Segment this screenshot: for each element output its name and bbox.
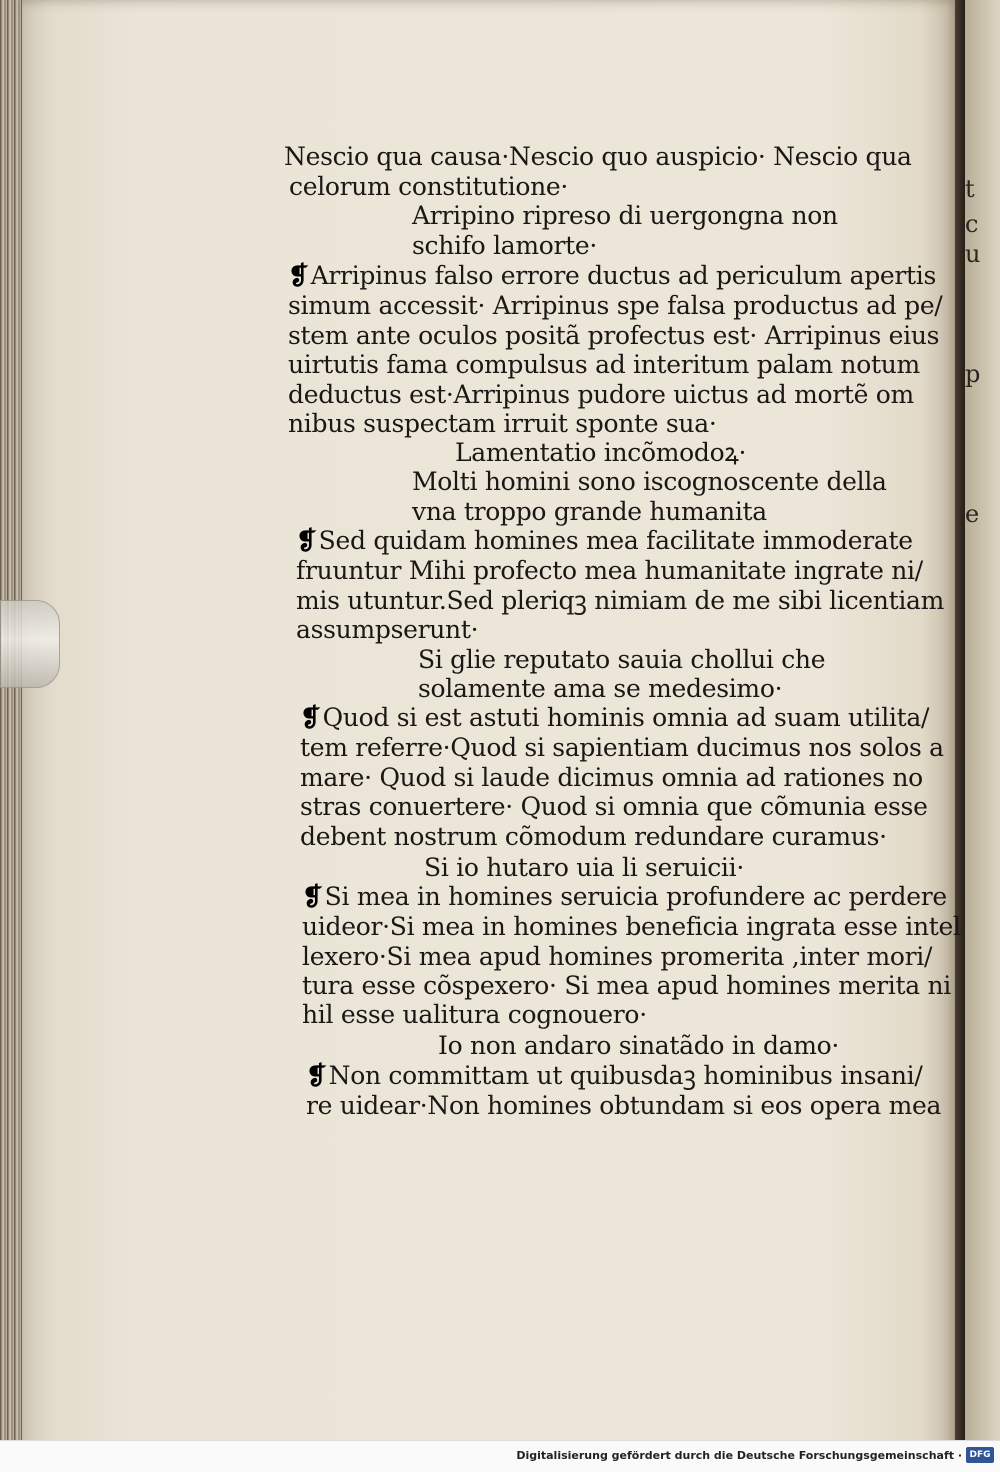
text-line: uirtutis fama compulsus ad interitum palam notum <box>288 350 920 379</box>
text-line: ❡Sed quidam homines mea facilitate immoderate <box>296 526 913 555</box>
text-line: Lamentatio incõmodoꝝ· <box>455 438 747 467</box>
next-page-fragment: u <box>965 240 983 268</box>
text-line: deductus est·Arripinus pudore uictus ad mortẽ om <box>288 380 914 409</box>
text-line: mis utuntur.Sed pleriqꝫ nimiam de me sibi licentiam <box>296 586 945 615</box>
footer-bar <box>0 1440 1000 1472</box>
pilcrow-icon: ❡ <box>296 526 317 555</box>
text-line: ❡Arripinus falso errore ductus ad periculum apertis <box>288 261 937 290</box>
pilcrow-icon: ❡ <box>306 1061 327 1090</box>
text-line: Si glie reputato sauia chollui che <box>418 645 826 674</box>
text-line: stras conuertere· Quod si omnia que cõmunia esse <box>300 792 928 821</box>
pilcrow-icon: ❡ <box>288 261 309 290</box>
text-line: ❡Si mea in homines seruicia profundere ac perdere <box>302 882 947 911</box>
text-line: Molti homini sono iscognoscente della <box>412 467 887 496</box>
text-line: ❡Non committam ut quibusdaꝫ hominibus insani/ <box>306 1061 923 1090</box>
text-line: assumpserunt· <box>296 615 479 644</box>
text-line: vna troppo grande humanita <box>412 497 767 526</box>
text-line: nibus suspectam irruit sponte sua· <box>288 409 717 438</box>
next-page-fragment: t <box>965 175 977 203</box>
text-line: fruuntur Mihi profecto mea humanitate ingrate ni/ <box>296 556 923 585</box>
text-line: Nescio qua causa·Nescio quo auspicio· Nescio qua <box>284 142 912 171</box>
text-line: solamente ama se medesimo· <box>418 674 783 703</box>
text-line: uideor·Si mea in homines beneficia ingrata esse intel <box>302 912 961 941</box>
text-line: mare· Quod si laude dicimus omnia ad rationes no <box>300 763 923 792</box>
text-line: stem ante oculos positã profectus est· Arripinus eius <box>288 321 940 350</box>
next-page-fragment: e <box>965 500 982 528</box>
text-line: ❡Quod si est astuti hominis omnia ad suam utilita/ <box>300 703 930 732</box>
text-line: debent nostrum cõmodum redundare curamus· <box>300 822 887 851</box>
pilcrow-icon: ❡ <box>300 703 321 732</box>
text-line: re uidear·Non homines obtundam si eos opera mea <box>306 1091 942 1120</box>
pilcrow-icon: ❡ <box>302 882 323 911</box>
text-line: schifo lamorte· <box>412 231 598 260</box>
next-page-fragment: c <box>965 210 981 238</box>
dfg-logo[interactable]: DFG <box>966 1447 994 1463</box>
text-line: hil esse ualitura cognouero· <box>302 1000 647 1029</box>
next-page-fragment: p <box>965 360 983 388</box>
text-line: Arripino ripreso di uergongna non <box>412 201 838 230</box>
funding-credit: Digitalisierung gefördert durch die Deutsche Forschungsgemeinschaft · <box>516 1449 962 1462</box>
text-line: simum accessit· Arripinus spe falsa productus ad pe/ <box>288 291 943 320</box>
text-line: tura esse cõspexero· Si mea apud homines merita ni <box>302 971 951 1000</box>
text-line: celorum constitutione· <box>289 172 569 201</box>
text-line: tem referre·Quod si sapientiam ducimus nos solos a <box>300 733 944 762</box>
text-line: Si io hutaro uia li seruicii· <box>424 853 744 882</box>
text-line: lexero·Si mea apud homines promerita ,inter mori/ <box>302 942 933 971</box>
text-line: Io non andaro sinatãdo in damo· <box>438 1031 840 1060</box>
